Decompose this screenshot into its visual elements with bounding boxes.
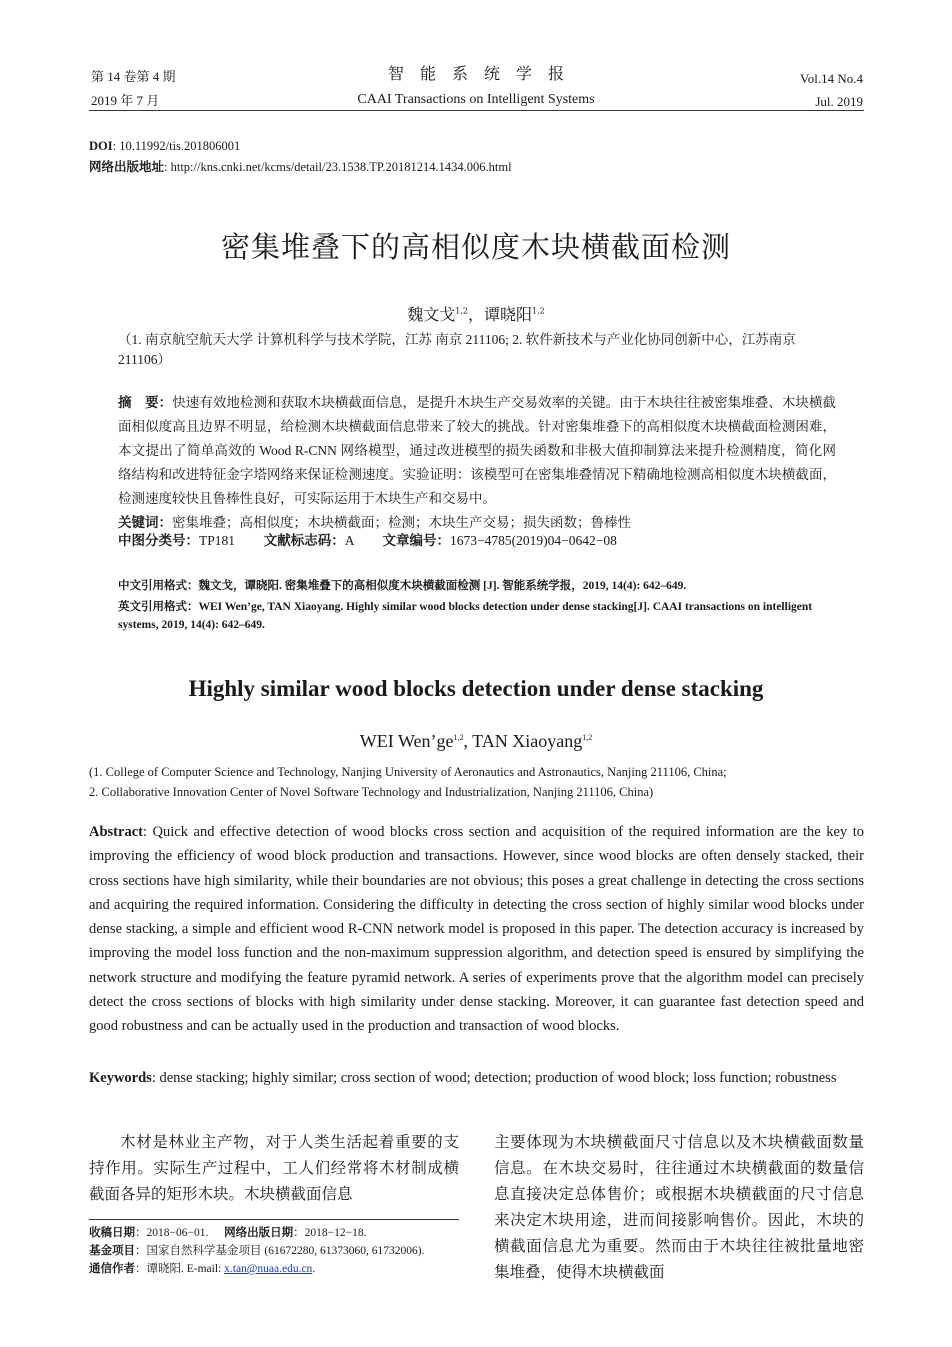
journal-name-en: CAAI Transactions on Intelligent Systems — [357, 92, 595, 107]
abstract-cn: 摘 要：快速有效地检测和获取木块横截面信息，是提升木块生产交易效率的关键。由于木块往往被密集堆叠、木块横截面相似度高且边界不明显，给检测木块横截面信息带来了较大的挑战。针对密集堆叠下的高相似度木块横截面检测困难，本文提出了简单高效的 Wood R-CNN 网络模型，通过改进模型的损失函数和非极大值抑制算法来提升检测精度，简化网络结构和改进特征金字塔网络来保证检测速度。实验证明：该模型可在密集堆叠情况下精确地检测高相似度木块横截面，检测速度较快且鲁棒性良好，可实际运用于木块生产和交易中。 — [118, 395, 837, 506]
citation-en-label: 英文引用格式 — [118, 601, 187, 613]
body-column-right: 主要体现为木块横截面尺寸信息以及木块横截面数量信息。在木块交易时，往往通过木块横截面的数量信息直接决定总体售价；或根据木块横截面的尺寸信息来决定木块用途，进而间接影响售价。因此，木块的横截面信息尤为重要。然而由于木块往往被批量地密集堆叠，使得木块横截面 — [494, 1134, 864, 1281]
doc-code-value: A — [344, 533, 354, 548]
online-date-label: 网络出版日期 — [224, 1227, 294, 1239]
email-end: . — [312, 1263, 316, 1275]
received-date: ：2018−06−01. — [135, 1227, 209, 1239]
header-rule — [89, 110, 864, 111]
article-no-value: 1673−4785(2019)04−0642−08 — [450, 533, 617, 548]
fund-label: 基金项目 — [89, 1245, 135, 1257]
corresponding-label: 通信作者 — [89, 1263, 135, 1275]
affiliation-en-1: (1. College of Computer Science and Technology, Nanjing University of Aeronautics and Astronautics, Nanjing 211106, China; — [89, 765, 727, 779]
citation-cn: 中文引用格式：魏文戈，谭晓阳. 密集堆叠下的高相似度木块横截面检测 [J]. 智能系统学报，2019, 14(4): 642–649. — [118, 580, 687, 592]
footnote-correspondence — [89, 1260, 469, 1278]
doi-line — [89, 136, 240, 156]
author-1-en: WEI Wen’ge — [359, 731, 454, 751]
abstract-cn-label: 摘 要 — [118, 395, 159, 410]
author-1-en-affil-mark: 1,2 — [453, 733, 464, 742]
article-no-label: 文章编号 — [382, 533, 437, 548]
authors-cn — [0, 302, 952, 325]
keywords-en-text: : dense stacking; highly similar; cross section of wood; detection; production of wood block; loss function; robustness — [151, 1070, 837, 1086]
issue-date: 2019 年 7 月 — [91, 93, 160, 108]
footnote-rule — [89, 1219, 459, 1220]
month-year-en: Jul. 2019 — [815, 94, 863, 109]
author-2-affil-mark: 1,2 — [532, 306, 545, 316]
corresponding-text: ：谭晓阳. E-mail: — [135, 1263, 225, 1275]
citation-cn-label: 中文引用格式 — [118, 580, 187, 592]
citation-en: 英文引用格式：WEI Wen’ge, TAN Xiaoyang. Highly similar wood blocks detection under dense stacking[J]. CAAI transactions on intelligent systems, 2019, 14(4): 642–649. — [118, 601, 813, 631]
citation-en-text: WEI Wen’ge, TAN Xiaoyang. Highly similar wood blocks detection under dense stacking[J]. CAAI transactions on intelligent systems, 2019, 14(4): 642–649. — [118, 601, 813, 631]
clc-value: TP181 — [199, 533, 236, 548]
volume-issue: 第 14 卷第 4 期 — [91, 69, 176, 84]
keywords-cn: 关键词：密集堆叠；高相似度；木块横截面；检测；木块生产交易；损失函数；鲁棒性 — [118, 515, 631, 530]
abstract-en — [89, 820, 864, 1039]
fund-text: ：国家自然科学基金项目 (61672280, 61373060, 61732006). — [135, 1245, 425, 1257]
keywords-en-label: Keywords — [89, 1070, 152, 1086]
title-cn: 密集堆叠下的高相似度木块横截面检测 — [220, 230, 731, 264]
keywords-cn-label: 关键词 — [118, 515, 159, 530]
journal-name-cn: 智 能 系 统 学 报 — [387, 64, 564, 83]
online-url-label: 网络出版地址 — [89, 160, 165, 174]
footnote-dates — [89, 1224, 469, 1242]
online-url-line — [89, 157, 512, 177]
author-1-cn: 魏文戈 — [407, 305, 456, 324]
citation-cn-text: 魏文戈，谭晓阳. 密集堆叠下的高相似度木块横截面检测 [J]. 智能系统学报，2019, 14(4): 642–649. — [198, 580, 687, 592]
classification-line: 中图分类号：TP181 文献标志码：A 文章编号：1673−4785(2019)04−0642−08 — [118, 533, 617, 548]
abstract-cn-text: 快速有效地检测和获取木块横截面信息，是提升木块生产交易效率的关键。由于木块往往被密集堆叠、木块横截面相似度高且边界不明显，给检测木块横截面信息带来了较大的挑战。针对密集堆叠下的高相似度木块横截面检测困难，本文提出了简单高效的 Wood R-CNN 网络模型，通过改进模型的损失函数和非极大值抑制算法来提升检测精度，简化网络结构和改进特征金字塔网络来保证检测速度。实验证明：该模型可在密集堆叠情况下精确地检测高相似度木块横截面，检测速度较快且鲁棒性良好，可实际运用于木块生产和交易中。 — [118, 395, 837, 506]
footnote-fund — [89, 1242, 469, 1260]
online-date: ：2018−12−18. — [293, 1227, 367, 1239]
email-link[interactable]: x.tan@nuaa.edu.cn — [224, 1263, 313, 1275]
abstract-en-text: : Quick and effective detection of wood blocks cross section and acquisition of the required information are the key to improving the efficiency of wood block production and transactions. However, since wood blocks are often densely stacked, their cross sections have high similarity, while their boundaries are not obvious; this poses a great challenge in detecting the cross sections and acquiring the required information. Considering the difficulty in detecting the cross section of highly similar wood blocks under dense stacking, a simple and efficient wood R-CNN network model is proposed in this paper. The detection accuracy is increased by improving the model loss function and the non-maximum suppression algorithm, and detection speed is ensured by simplifying the network structure and modifying the feature pyramid network. A series of experiments prove that the algorithm model can precisely detect the cross sections of blocks with high similarity under dense stacking. Moreover, it can guarantee fast detection speed and good robustness and can be actually used in the production and transaction of wood blocks. — [89, 824, 864, 1035]
abstract-en-label: Abstract — [89, 824, 143, 840]
author-2-cn: 谭晓阳 — [484, 305, 533, 324]
affiliations-cn: （1. 南京航空航天大学 计算机科学与技术学院，江苏 南京 211106; 2. 软件新技术与产业化协同创新中心，江苏南京 211106） — [118, 332, 796, 367]
author-separator: ， — [467, 305, 484, 324]
doi-value: : 10.11992/tis.201806001 — [112, 139, 241, 153]
author-2-en-affil-mark: 1,2 — [582, 733, 593, 742]
author-2-en: TAN Xiaoyang — [472, 731, 583, 751]
keywords-cn-text: 密集堆叠；高相似度；木块横截面；检测；木块生产交易；损失函数；鲁棒性 — [172, 515, 631, 530]
clc-label: 中图分类号 — [118, 533, 186, 548]
body-column-left: 木材是林业主产物，对于人类生活起着重要的支持作用。实际生产过程中，工人们经常将木材制成横截面各异的矩形木块。木块横截面信息 — [89, 1134, 459, 1203]
keywords-en — [89, 1066, 864, 1090]
volume-number-en: Vol.14 No.4 — [800, 71, 863, 86]
received-label: 收稿日期 — [89, 1227, 135, 1239]
title-en: Highly similar wood blocks detection under dense stacking — [188, 676, 764, 701]
authors-en — [0, 731, 952, 752]
author-separator-en: , — [463, 731, 473, 751]
doi-label: DOI — [89, 139, 113, 153]
affiliation-en-2: 2. Collaborative Innovation Center of Novel Software Technology and Industrialization, Nanjing 211106, China) — [89, 785, 654, 799]
author-1-affil-mark: 1,2 — [455, 306, 468, 316]
doc-code-label: 文献标志码 — [263, 533, 332, 548]
online-url-value: : http://kns.cnki.net/kcms/detail/23.1538.TP.20181214.1434.006.html — [164, 160, 512, 174]
